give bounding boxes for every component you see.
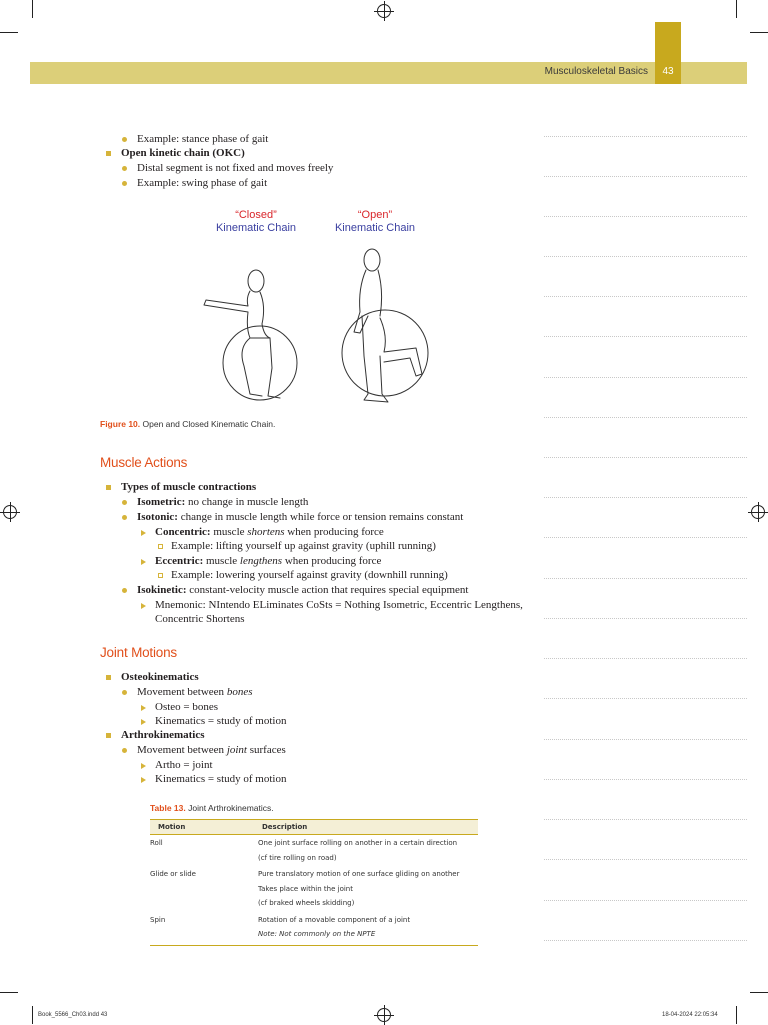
table-cell-description: One joint surface rolling on another in a certain direction (cf tire rolling on road) bbox=[258, 839, 458, 862]
bullet-icon bbox=[122, 690, 127, 695]
figure-label-closed: “Closed” Kinematic Chain bbox=[215, 209, 297, 234]
page-number: 43 bbox=[662, 66, 674, 77]
table-row bbox=[150, 912, 478, 946]
footer-date-slug: 18-04-2024 22:05:34 bbox=[662, 1012, 718, 1018]
crop-mark bbox=[750, 32, 768, 33]
bullet-icon bbox=[122, 166, 127, 171]
body-text: Mnemonic: NIntendo ELiminates CoSts = Nothing Isometric, Eccentric Lengthens, bbox=[155, 599, 523, 611]
column-header-description: Description bbox=[258, 820, 478, 835]
table-row bbox=[150, 835, 478, 867]
crop-mark bbox=[736, 0, 737, 18]
bullet-icon bbox=[122, 588, 127, 593]
crop-mark bbox=[0, 992, 18, 993]
body-text: Distal segment is not fixed and moves freely bbox=[137, 162, 334, 174]
bullet-icon bbox=[122, 137, 127, 142]
bullet-icon bbox=[141, 559, 146, 565]
table-cell-motion: Glide or slide bbox=[150, 870, 196, 878]
body-text: Concentric Shortens bbox=[155, 613, 245, 625]
table-cell-description: Rotation of a movable component of a joint Note: Not commonly on the NPTE bbox=[258, 912, 478, 946]
bullet-icon bbox=[141, 705, 146, 711]
kinematic-chain-figure bbox=[198, 236, 434, 408]
table-cell-motion: Roll bbox=[150, 839, 163, 847]
body-text: Kinematics = study of motion bbox=[155, 773, 287, 785]
bullet-icon bbox=[158, 544, 163, 549]
registration-mark-icon bbox=[751, 505, 765, 519]
bullet-icon bbox=[141, 603, 146, 609]
body-text: Example: lifting yourself up against gravity (uphill running) bbox=[171, 540, 436, 552]
body-text: Example: swing phase of gait bbox=[137, 177, 268, 189]
table-caption: Table 13. Joint Arthrokinematics. bbox=[150, 803, 274, 813]
body-heading: Osteokinematics bbox=[121, 671, 199, 683]
body-text: Movement between joint surfaces bbox=[137, 744, 286, 756]
bullet-icon bbox=[106, 675, 111, 680]
bullet-icon bbox=[122, 515, 127, 520]
crop-mark bbox=[736, 1006, 737, 1024]
crop-mark bbox=[32, 1006, 33, 1024]
crop-mark bbox=[750, 992, 768, 993]
section-heading-muscle-actions: Muscle Actions bbox=[100, 455, 188, 470]
body-heading: Open kinetic chain (OKC) bbox=[121, 147, 245, 159]
bullet-icon bbox=[141, 763, 146, 769]
column-header-motion: Motion bbox=[150, 820, 258, 835]
bullet-icon bbox=[141, 719, 146, 725]
body-text: Osteo = bones bbox=[155, 701, 219, 713]
bullet-icon bbox=[122, 748, 127, 753]
running-header-title: Musculoskeletal Basics bbox=[544, 66, 648, 77]
table-row bbox=[150, 866, 478, 912]
table-cell-motion: Spin bbox=[150, 912, 258, 946]
bullet-icon bbox=[106, 485, 111, 490]
body-text: Isokinetic: constant-velocity muscle action that requires special equipment bbox=[137, 584, 469, 596]
body-text: Movement between bones bbox=[137, 686, 253, 698]
body-text: Example: lowering yourself against gravity (downhill running) bbox=[171, 569, 448, 581]
figure-caption: Figure 10. Open and Closed Kinematic Chain. bbox=[100, 419, 276, 429]
registration-mark-icon bbox=[377, 4, 391, 18]
crop-mark bbox=[32, 0, 33, 18]
body-text: Isotonic: change in muscle length while force or tension remains constant bbox=[137, 511, 464, 523]
body-heading: Types of muscle contractions bbox=[121, 481, 257, 493]
table-header-row bbox=[150, 820, 478, 835]
body-text: Kinematics = study of motion bbox=[155, 715, 287, 727]
body-heading: Arthrokinematics bbox=[121, 729, 205, 741]
footer-file-slug: Book_5566_Ch03.indd 43 bbox=[38, 1012, 108, 1018]
figure-label-open: “Open” Kinematic Chain bbox=[334, 209, 416, 234]
registration-mark-icon bbox=[3, 505, 17, 519]
bullet-icon bbox=[106, 151, 111, 156]
bullet-icon bbox=[122, 181, 127, 186]
bullet-icon bbox=[141, 777, 146, 783]
body-text: Eccentric: muscle lengthens when producing force bbox=[155, 555, 382, 567]
table-cell-description: Pure translatory motion of one surface gliding on another Takes place within the joint (cf braked wheels skidding) bbox=[258, 870, 460, 907]
body-text: Artho = joint bbox=[155, 759, 213, 771]
body-text: Concentric: muscle shortens when producing force bbox=[155, 526, 384, 538]
bullet-icon bbox=[141, 530, 146, 536]
arthrokinematics-table bbox=[150, 819, 478, 946]
bullet-icon bbox=[158, 573, 163, 578]
body-text: Example: stance phase of gait bbox=[137, 133, 269, 145]
bullet-icon bbox=[106, 733, 111, 738]
registration-mark-icon bbox=[377, 1008, 391, 1022]
section-heading-joint-motions: Joint Motions bbox=[100, 645, 177, 660]
crop-mark bbox=[0, 32, 18, 33]
bullet-icon bbox=[122, 500, 127, 505]
body-text: Isometric: no change in muscle length bbox=[137, 496, 309, 508]
